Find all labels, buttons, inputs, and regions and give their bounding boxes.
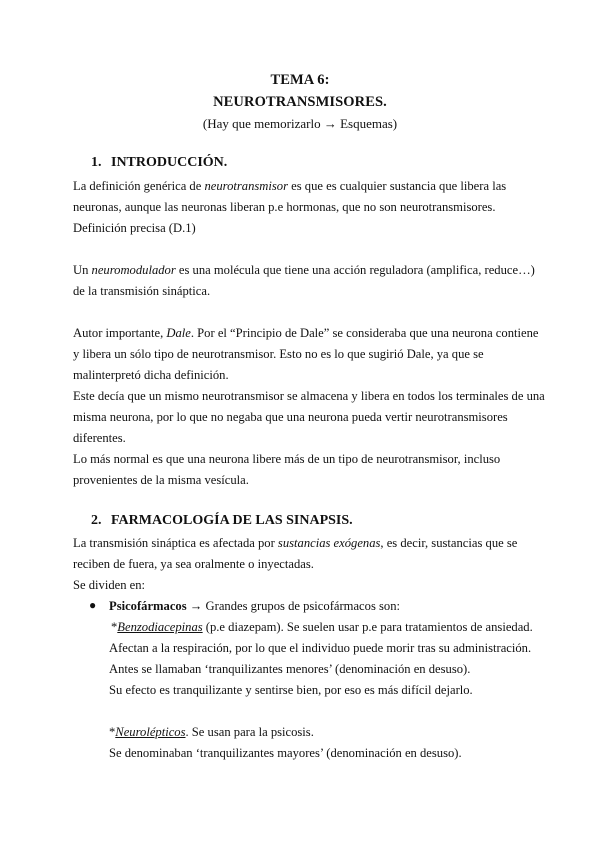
paragraph-line: misma neurona, por lo que no negaba que una neurona pueda vertir neurotransmisores: [73, 410, 508, 424]
paragraph-line: reciben de fuera, ya sea oralmente o inyectadas.: [73, 557, 314, 571]
section-heading-farmacologia: [91, 513, 353, 529]
paragraph-line: *Neurolépticos. Se usan para la psicosis.: [109, 725, 314, 739]
paragraph-line: La definición genérica de neurotransmisor es que es cualquier sustancia que libera las: [73, 179, 507, 193]
paragraph-line: Afectan a la respiración, por lo que el individuo puede morir tras su administración.: [109, 641, 532, 655]
paragraph-line: La transmisión sináptica es afectada por sustancias exógenas, es decir, sustancias que se: [73, 536, 518, 550]
paragraph-line: Definición precisa (D.1): [73, 221, 196, 235]
paragraph-line: Se denominaban ‘tranquilizantes mayores’ (denominación en desuso).: [109, 746, 462, 760]
list-item-psicofarmacos: Psicofármacos → Grandes grupos de psicofármacos son:: [109, 599, 400, 613]
paragraph-line: Lo más normal es que una neurona libere más de un tipo de neurotransmisor, incluso: [73, 452, 501, 466]
section-number: 2.: [91, 513, 102, 528]
term-neurotransmisor: neurotransmisor: [204, 179, 288, 193]
document-title-topic: TEMA 6:: [270, 72, 330, 88]
term-benzodiacepinas: Benzodiacepinas: [117, 620, 203, 634]
paragraph-line: Un neuromodulador es una molécula que tiene una acción reguladora (amplifica, reduce…): [73, 263, 535, 277]
term-neurolepticos: Neurolépticos: [115, 725, 186, 739]
paragraph-line: Su efecto es tranquilizante y sentirse bien, por eso es más difícil dejarlo.: [109, 683, 473, 697]
paragraph-line: Autor importante, Dale. Por el “Principio de Dale” se consideraba que una neurona contiene: [73, 326, 539, 340]
document-subtitle: (Hay que memorizarlo → Esquemas): [202, 116, 398, 131]
section-title: INTRODUCCIÓN.: [111, 155, 228, 170]
bullet-icon: ●: [89, 598, 97, 612]
term-psicofarmacos: Psicofármacos: [109, 599, 187, 613]
section-heading-introduccion: [91, 155, 227, 171]
paragraph-line: neuronas, aunque las neuronas liberan p.e hormonas, que no son neurotransmisores.: [73, 200, 496, 214]
term-dale: Dale: [166, 326, 191, 340]
paragraph-line: de la transmisión sináptica.: [73, 284, 211, 298]
paragraph-line: y libera un sólo tipo de neurotransmisor. Esto no es lo que sugirió Dale, ya que se: [73, 347, 484, 361]
paragraph-line: provenientes de la misma vesícula.: [73, 473, 249, 487]
paragraph-line: malinterpretó dicha definición.: [73, 368, 229, 382]
section-title: FARMACOLOGÍA DE LAS SINAPSIS.: [111, 513, 353, 528]
paragraph-line: Antes se llamaban ‘tranquilizantes menores’ (denominación en desuso).: [109, 662, 471, 676]
document-title: NEUROTRANSMISORES.: [213, 94, 387, 110]
paragraph-line: Se dividen en:: [73, 578, 146, 592]
term-sustancias-exogenas: sustancias exógenas: [277, 536, 381, 550]
paragraph-line: *Benzodiacepinas (p.e diazepam). Se suelen usar p.e para tratamientos de ansiedad.: [111, 620, 533, 634]
section-number: 1.: [91, 155, 102, 170]
paragraph-line: Este decía que un mismo neurotransmisor se almacena y libera en todos los terminales de una: [73, 389, 545, 403]
paragraph-line: diferentes.: [73, 431, 126, 445]
term-neuromodulador: neuromodulador: [91, 263, 176, 277]
